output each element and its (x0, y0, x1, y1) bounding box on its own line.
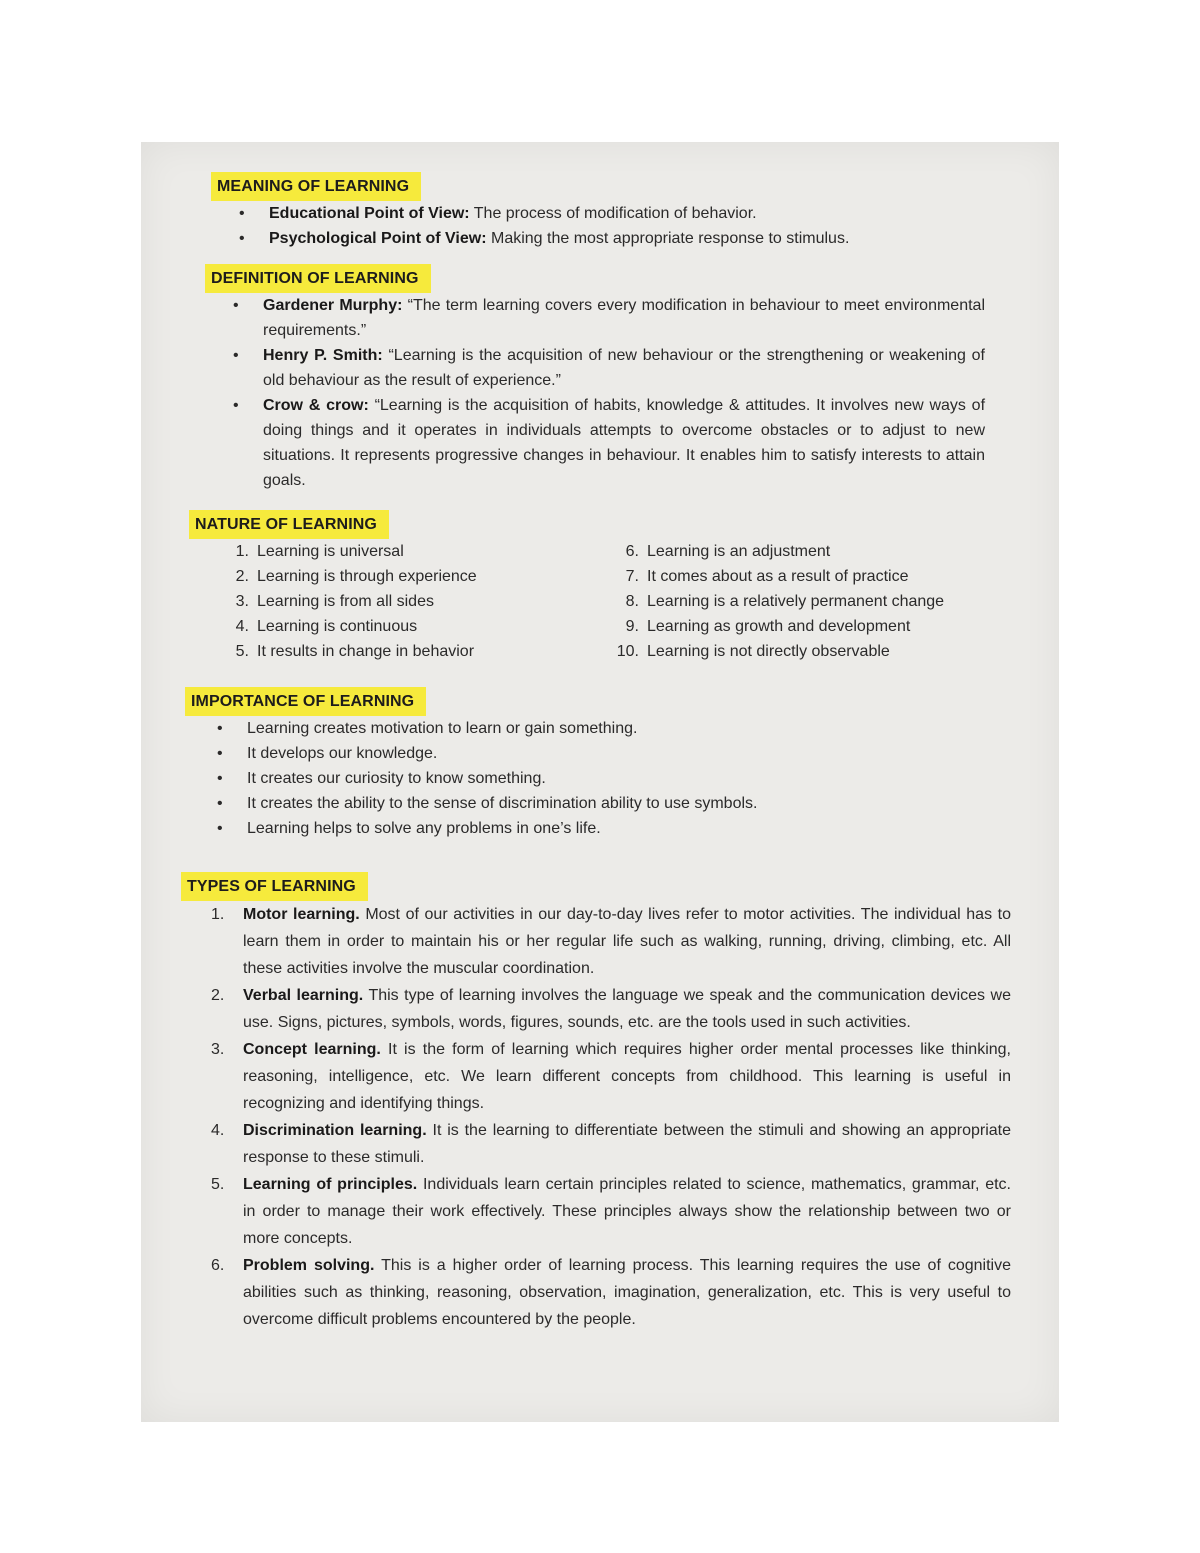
importance-item: • It creates the ability to the sense of discrimination ability to use symbols. (217, 795, 758, 812)
nature-item: 9. Learning as growth and development (625, 618, 911, 635)
nature-item: 5. It results in change in behavior (235, 643, 475, 660)
nature-item: 1. Learning is universal (235, 543, 404, 560)
meaning-item: • Educational Point of View: The process of modification of behavior. (239, 205, 757, 222)
definition-section (205, 264, 985, 493)
meaning-section (211, 172, 1011, 251)
nature-item: 2. Learning is through experience (235, 568, 477, 585)
definition-item: • Crow & crow: “Learning is the acquisition of habits, knowledge & attitudes. It involves new ways of doing things and it operates in individuals attempts to overcome obstacles or to adjust to new situations. It represents progressive changes in behaviour. It enables him to satisfy interests to attain goals. (233, 397, 986, 489)
importance-item: • Learning creates motivation to learn or gain something. (217, 720, 638, 737)
nature-section (189, 510, 989, 664)
types-item: 5. Learning of principles. Individuals learn certain principles related to science, mathematics, grammar, etc. in order to manage their work effectively. These principles always show the relationship between two or more concepts. (211, 1176, 1012, 1247)
nature-item: 3. Learning is from all sides (235, 593, 434, 610)
types-section (181, 872, 1011, 1333)
importance-heading: IMPORTANCE OF LEARNING (185, 687, 426, 716)
types-item: 2. Verbal learning. This type of learning involves the language we speak and the communication devices we use. Signs, pictures, symbols, words, figures, sounds, etc. are the tools used in such activities. (211, 987, 1012, 1031)
importance-item: • It develops our knowledge. (217, 745, 438, 762)
nature-item: 4. Learning is continuous (235, 618, 418, 635)
meaning-item: • Psychological Point of View: Making the most appropriate response to stimulus. (239, 230, 850, 247)
nature-heading: NATURE OF LEARNING (189, 510, 389, 539)
meaning-heading: MEANING OF LEARNING (211, 172, 421, 201)
nature-column-right (609, 539, 969, 664)
importance-section (185, 687, 945, 841)
importance-item: • Learning helps to solve any problems in one’s life. (217, 820, 601, 837)
definition-heading: DEFINITION OF LEARNING (205, 264, 431, 293)
definition-item: • Gardener Murphy: “The term learning covers every modification in behaviour to meet environmental requirements.” (233, 297, 985, 339)
nature-column-left (219, 539, 609, 664)
definition-item: • Henry P. Smith: “Learning is the acquisition of new behaviour or the strengthening or weakening of old behaviour as the result of experience.” (233, 347, 986, 389)
nature-item: 10. Learning is not directly observable (616, 643, 890, 660)
nature-item: 7. It comes about as a result of practice (625, 568, 909, 585)
types-heading: TYPES OF LEARNING (181, 872, 368, 901)
document-content (141, 142, 1059, 1422)
types-item: 1. Motor learning. Most of our activities in our day-to-day lives refer to motor activities. The individual has to learn them in order to maintain his or her regular life such as walking, running, driving, climbing, etc. All these activities involve the muscular coordination. (211, 906, 1012, 977)
nature-item: 6. Learning is an adjustment (625, 543, 831, 560)
nature-item: 8. Learning is a relatively permanent change (625, 593, 945, 610)
types-item: 4. Discrimination learning. It is the learning to differentiate between the stimuli and showing an appropriate response to these stimuli. (211, 1122, 1011, 1166)
types-item: 6. Problem solving. This is a higher order of learning process. This learning requires the use of cognitive abilities such as thinking, reasoning, observation, imagination, generalization, etc. This is very useful to overcome difficult problems encountered by the people. (211, 1257, 1012, 1328)
types-item: 3. Concept learning. It is the form of learning which requires higher order mental processes like thinking, reasoning, intelligence, etc. We learn different concepts from childhood. This learning is useful in recognizing and identifying things. (211, 1041, 1012, 1112)
paper-sheet (141, 142, 1059, 1422)
importance-item: • It creates our curiosity to know something. (217, 770, 546, 787)
